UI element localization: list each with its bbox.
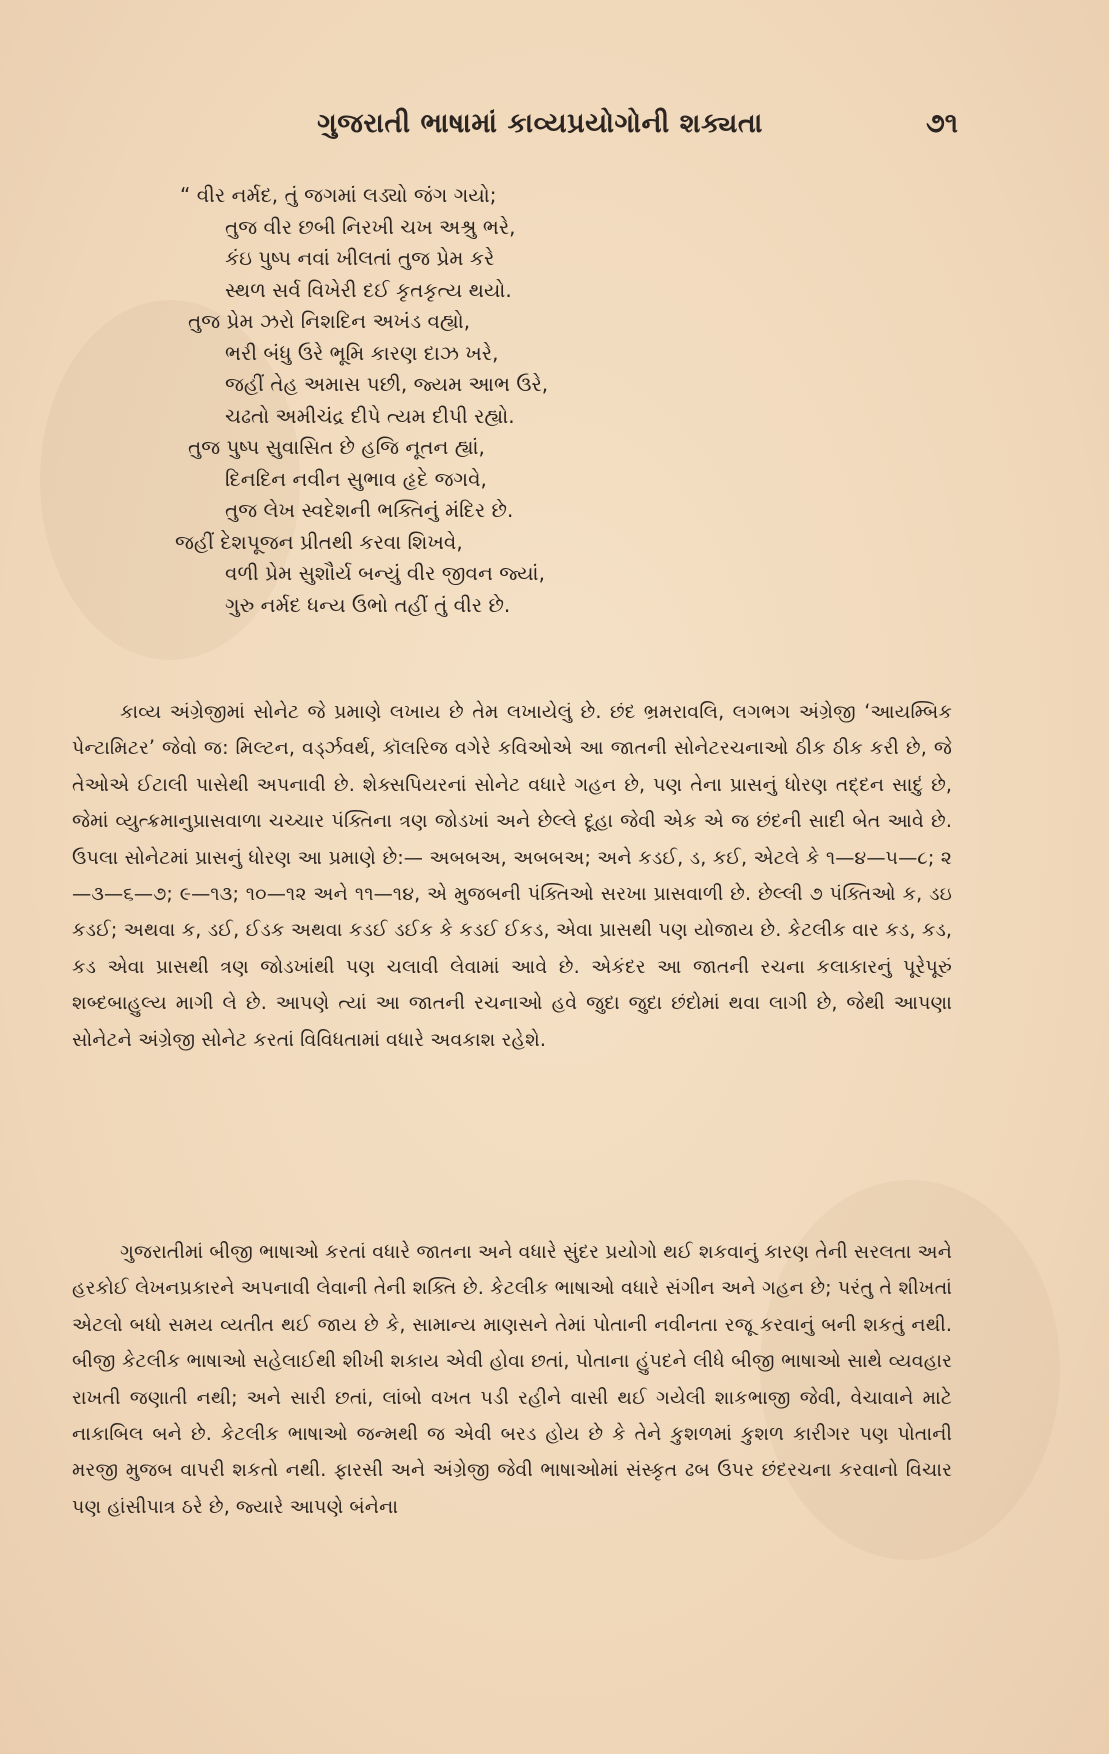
- poem-line: વળી પ્રેમ સુશૌર્ય બન્યું વીર જીવન જ્યાં,: [225, 561, 545, 585]
- body-paragraph-2: [72, 1234, 952, 1525]
- poem-line: તુજ લેખ સ્વદેશની ભક્તિનું મંદિર છે.: [225, 498, 514, 522]
- poem-line: જહીં તેહ અમાસ પછી, જ્યમ આભ ઉરે,: [225, 372, 549, 396]
- poem-line: જહીં દેશપૂજન પ્રીતથી કરવા શિખવે,: [175, 529, 463, 554]
- page-number: ૭૧: [926, 108, 958, 139]
- body-paragraph-1: [72, 694, 952, 1058]
- page-header: [130, 100, 958, 150]
- poem-line: સ્થળ સર્વ વિખેરી દઈ કૃતકૃત્ય થયો.: [225, 277, 512, 302]
- poem-line: તુજ પ્રેમ ઝરો નિશદિન અખંડ વહ્યો,: [188, 309, 471, 333]
- poem-line: “ વીર નર્મદ, તું જગમાં લડ્યો જંગ ગયો;: [180, 183, 497, 207]
- paragraph-text: કાવ્ય અંગ્રેજીમાં સોનેટ જે પ્રમાણે લખાય છે તેમ લખાયેલું છે. છંદ ભ્રમરાવલિ, લગભગ અંગ્રેજી ‘આયમ્બિક પેન્ટામિટર’ જેવો જ: મિલ્ટન, વર્ડ્ઝવર્થ, કૉલરિજ વગેરે કવિઓએ આ જાતની સોનેટરચનાઓ ઠીક ઠીક કરી છે, જે તેઓએ ઈટાલી પાસેથી અપનાવી છે. શેક્સપિયરનાં સોનેટ વધારે ગહન છે, પણ તેના પ્રાસનું ધોરણ તદ્દન સાદું છે, જેમાં વ્યુત્ક્રમાનુપ્રાસવાળા ચચ્ચાર પંક્તિના ત્રણ જોડખાં અને છેલ્લે દૂહા જેવી એક એ જ છંદની સાદી બેત આવે છે. ઉપલા સોનેટમાં પ્રાસનું ધોરણ આ પ્રમાણે છે:— અબબઅ, અબબઅ; અને કડઈ, ડ, કઈ, એટલે કે ૧—૪—૫—૮; ૨—૩—૬—૭; ૯—૧૩; ૧૦—૧૨ અને ૧૧—૧૪, એ મુજબની પંક્તિઓ સરખા પ્રાસવાળી છે. છેલ્લી ૭ પંક્તિઓ ક, ડઇ કડઈ; અથવા ક, ડઈ, ઈડક અથવા કડઈ ડઈક કે કડઈ ઈકડ, એવા પ્રાસથી પણ યોજાય છે. કેટલીક વાર કડ, કડ, કડ એવા પ્રાસથી ત્રણ જોડખાંથી પણ ચલાવી લેવામાં આવે છે. એકંદર આ જાતની રચના કલાકારનું પૂરેપૂરું શબ્દબાહુલ્ય માગી લે છે. આપણે ત્યાં આ જાતની રચનાઓ હવે જુદા જુદા છંદોમાં થવા લાગી છે, જેથી આપણા સોનેટને અંગ્રેજી સોનેટ કરતાં વિવિધતામાં વધારે અવકાશ રહેશે.: [72, 700, 952, 1051]
- poem-line: તુજ વીર છબી નિરખી ચખ અશ્રુ ભરે,: [225, 214, 516, 239]
- sonnet-quote: [170, 180, 670, 621]
- poem-line: ભરી બંધુ ઉરે ભૂમિ કારણ દાઝ ખરે,: [225, 340, 499, 365]
- paragraph-text: ગુજરાતીમાં બીજી ભાષાઓ કરતાં વધારે જાતના અને વધારે સુંદર પ્રયોગો થઈ શકવાનું કારણ તેની સરલતા અને હરકોઈ લેખનપ્રકારને અપનાવી લેવાની તેની શક્તિ છે. કેટલીક ભાષાઓ વધારે સંગીન અને ગહન છે; પરંતુ તે શીખતાં એટલો બધો સમય વ્યતીત થઈ જાય છે કે, સામાન્ય માણસને તેમાં પોતાની નવીનતા રજૂ કરવાનું બની શકતું નથી. બીજી કેટલીક ભાષાઓ સહેલાઈથી શીખી શકાય એવી હોવા છતાં, પોતાના હુંપદને લીધે બીજી ભાષાઓ સાથે વ્યવહાર રાખતી જણાતી નથી; અને સારી છતાં, લાંબો વખત પડી રહીને વાસી થઈ ગયેલી શાકભાજી જેવી, વેચાવાને માટે નાકાબિલ બને છે. કેટલીક ભાષાઓ જન્મથી જ એવી બરડ હોય છે કે તેને કુશળમાં કુશળ કારીગર પણ પોતાની મરજી મુજબ વાપરી શકતો નથી. ફારસી અને અંગ્રેજી જેવી ભાષાઓમાં સંસ્કૃત ઢબ ઉપર છંદરચના કરવાનો વિચાર પણ હાંસીપાત્ર ઠરે છે, જ્યારે આપણે બંનેના: [72, 1240, 952, 1518]
- running-title: ગુજરાતી ભાષામાં કાવ્યપ્રયોગોની શક્યતા: [317, 108, 763, 139]
- poem-line: ચઢતો અમીચંદ્ર દીપે ત્યમ દીપી રહ્યો.: [225, 403, 515, 428]
- poem-line: ગુરુ નર્મદ ધન્ય ઉભો તહીં તું વીર છે.: [225, 592, 511, 617]
- poem-line: તુજ પુષ્પ સુવાસિત છે હજિ નૂતન હ્યાં,: [188, 435, 485, 459]
- poem-line: દિનદિન નવીન સુભાવ હૃદે જગવે,: [225, 466, 487, 491]
- poem-line: કંઇ પુષ્પ નવાં ખીલતાં તુજ પ્રેમ કરે: [225, 246, 495, 270]
